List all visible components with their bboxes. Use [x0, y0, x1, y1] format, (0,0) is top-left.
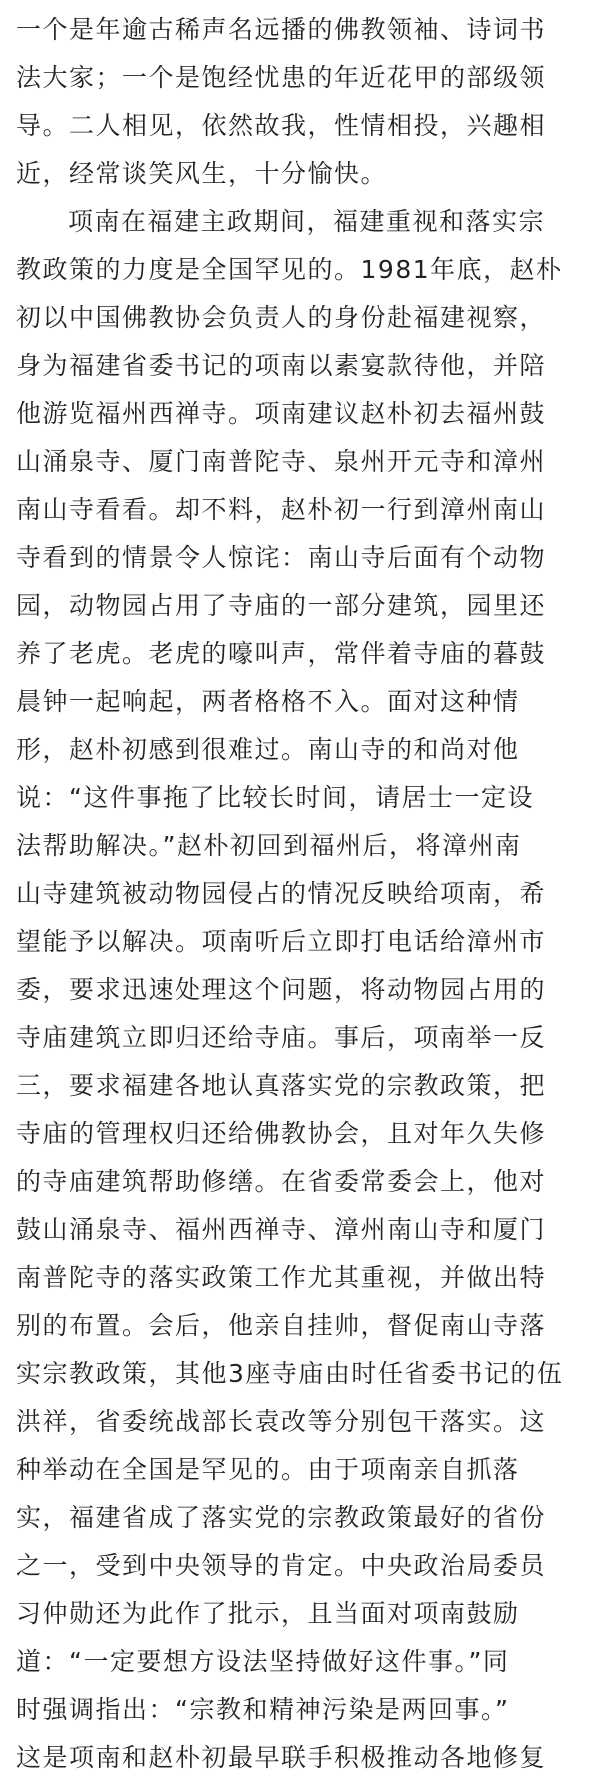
paragraph-2	[16, 198, 584, 1782]
text-line: 这是项南和赵朴初最早联手积极推动各地修复	[16, 1743, 547, 1772]
text-line: 南山寺看看。却不料，赵朴初一行到漳州南山	[16, 495, 547, 524]
text-line: 园，动物园占用了寺庙的一部分建筑，园里还	[16, 591, 547, 620]
text-line: 种举动在全国是罕见的。由于项南亲自抓落	[16, 1455, 520, 1484]
text-line: 初以中国佛教协会负责人的身份赴福建视察，	[16, 303, 547, 332]
text-line: 委，要求迅速处理这个问题，将动物园占用的	[16, 975, 547, 1004]
text-line: 他游览福州西禅寺。项南建议赵朴初去福州鼓	[16, 399, 547, 428]
text-line: 项南在福建主政期间，福建重视和落实宗	[68, 207, 546, 236]
text-line: 身为福建省委书记的项南以素宴款待他，并陪	[16, 351, 547, 380]
text-line: 山涌泉寺、厦门南普陀寺、泉州开元寺和漳州	[16, 447, 547, 476]
text-line: 法帮助解决。”赵朴初回到福州后，将漳州南	[16, 831, 522, 860]
text-line: 山寺建筑被动物园侵占的情况反映给项南，希	[16, 879, 547, 908]
text-line: 鼓山涌泉寺、福州西禅寺、漳州南山寺和厦门	[16, 1215, 547, 1244]
text-line: 养了老虎。老虎的嚎叫声，常伴着寺庙的暮鼓	[16, 639, 547, 668]
text-line: 别的布置。会后，他亲自挂帅，督促南山寺落	[16, 1311, 547, 1340]
text-line: 法大家；一个是饱经忧患的年近花甲的部级领	[16, 63, 547, 92]
text-line: 形，赵朴初感到很难过。南山寺的和尚对他	[16, 735, 520, 764]
text-line: 实宗教政策，其他3座寺庙由时任省委书记的伍	[16, 1359, 564, 1388]
text-line: 南普陀寺的落实政策工作尤其重视，并做出特	[16, 1263, 547, 1292]
text-line: 实，福建省成了落实党的宗教政策最好的省份	[16, 1503, 547, 1532]
text-line: 三，要求福建各地认真落实党的宗教政策，把	[16, 1071, 547, 1100]
text-line: 近，经常谈笑风生，十分愉快。	[16, 159, 388, 188]
text-line: 导。二人相见，依然故我，性情相投，兴趣相	[16, 111, 547, 140]
text-line: 习仲勋还为此作了批示，且当面对项南鼓励	[16, 1599, 520, 1628]
text-line: 一个是年逾古稀声名远播的佛教领袖、诗词书	[16, 15, 547, 44]
text-line: 道：“一定要想方设法坚持做好这件事。”同	[16, 1647, 510, 1676]
text-line: 时强调指出：“宗教和精神污染是两回事。”	[16, 1695, 510, 1724]
text-line: 寺庙建筑立即归还给寺庙。事后，项南举一反	[16, 1023, 547, 1052]
paragraph-1	[16, 6, 584, 198]
text-line: 说：“这件事拖了比较长时间，请居士一定设	[16, 783, 534, 812]
text-line: 寺庙的管理权归还给佛教协会，且对年久失修	[16, 1119, 547, 1148]
text-line: 教政策的力度是全国罕见的。1981年底，赵朴	[16, 255, 563, 284]
text-line: 望能予以解决。项南听后立即打电话给漳州市	[16, 927, 547, 956]
text-line: 的寺庙建筑帮助修缮。在省委常委会上，他对	[16, 1167, 547, 1196]
text-line: 之一，受到中央领导的肯定。中央政治局委员	[16, 1551, 547, 1580]
text-line: 寺看到的情景令人惊诧：南山寺后面有个动物	[16, 543, 547, 572]
text-line: 洪祥，省委统战部长袁改等分别包干落实。这	[16, 1407, 547, 1436]
text-line: 晨钟一起响起，两者格格不入。面对这种情	[16, 687, 520, 716]
